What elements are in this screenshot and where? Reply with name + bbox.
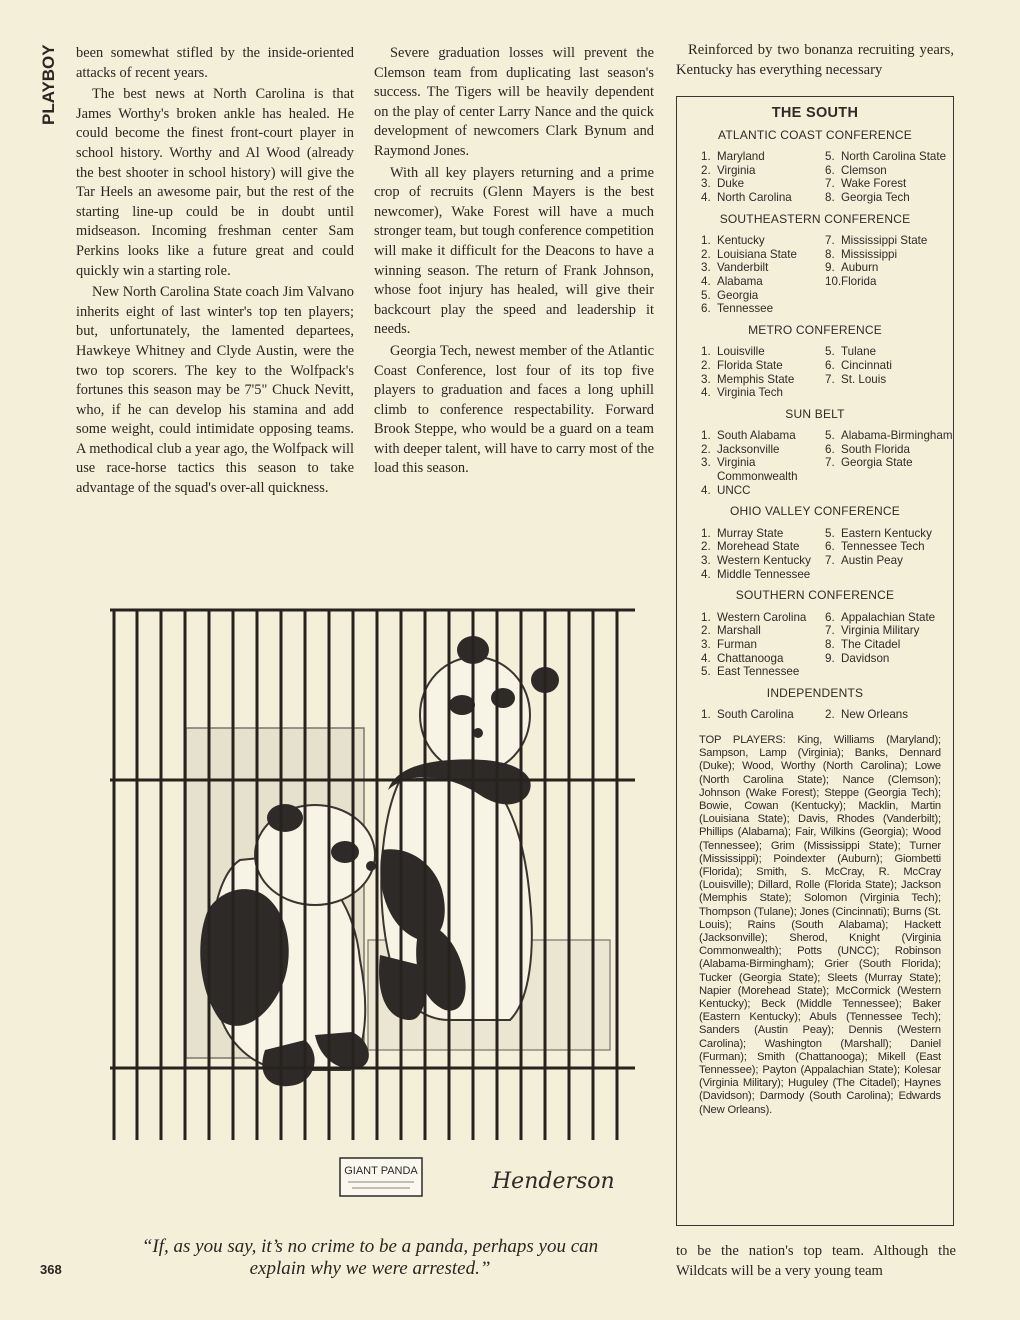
team-rank-item [701,540,825,554]
rank-number: 2. [701,442,711,456]
rank-number: 1. [701,345,711,359]
rank-number: 9. [825,651,835,665]
team-name: Vanderbilt [717,261,769,275]
team-list-right [825,611,955,679]
team-name: Furman [717,638,757,651]
team-name: Florida State [717,358,783,372]
team-name: Western Carolina [717,610,807,624]
rank-number: 2. [701,163,711,177]
team-rank-item [825,177,955,191]
rank-number: 4. [701,483,711,497]
team-rank-item [825,261,955,275]
rank-number: 6. [825,610,835,624]
team-list-left [701,429,825,497]
team-name: Marshall [717,624,761,638]
rank-number: 1. [701,708,711,722]
team-rank-item [701,386,825,400]
team-name: Virginia Commonwealth [717,456,798,484]
team-list-left [701,527,825,581]
rank-number: 2. [701,358,711,372]
team-name: South Alabama [717,429,796,443]
team-rank-item [825,527,955,541]
team-rank-item [701,611,825,625]
team-name: Georgia [717,288,759,302]
team-name: Louisville [717,345,765,359]
team-rank-item [701,527,825,541]
rank-number: 10. [825,274,842,288]
rank-number: 7. [825,554,835,568]
rank-number: 7. [825,372,835,386]
team-name: St. Louis [841,372,887,386]
team-rank-item [701,359,825,373]
rank-number: 1. [701,234,711,248]
team-rank-item [825,456,955,470]
team-name: Western Kentucky [717,554,811,568]
team-rank-item [701,275,825,289]
team-rank-item [701,261,825,275]
team-name: Clemson [841,163,887,177]
team-rank-item [825,443,955,457]
team-rank-item [825,708,955,722]
team-rank-item [825,540,955,554]
rank-number: 5. [825,150,835,164]
team-name: Mississippi [841,247,898,261]
team-rank-item [701,484,825,498]
rank-number: 3. [701,638,711,651]
team-rank-item [701,150,825,164]
article-paragraph: Reinforced by two bonanza recruiting years, Kentucky has everything necessary [676,42,954,78]
rank-number: 1. [701,526,711,540]
team-name: North Carolina State [841,150,947,164]
team-rank-item [825,554,955,568]
rank-number: 6. [825,163,835,177]
conference-section [677,505,953,581]
team-rank-item [701,456,825,483]
team-name: East Tennessee [717,665,800,679]
team-name: Florida [841,274,877,288]
team-name: Georgia State [841,456,913,470]
conference-section [677,687,953,722]
conference-section [677,408,953,498]
rank-number: 8. [825,638,835,651]
rank-number: 5. [825,526,835,540]
rank-number: 1. [701,150,711,164]
team-list-right [825,708,955,722]
team-list-left [701,150,825,204]
article-paragraph: With all key players returning and a prime crop of recruits (Glenn Mayers is the best newcomer), Wake Forest will have a much stronger team, but tough conference competition will make it difficult for the Deacons to have a winning season. The return of Frank Johnson, whose foot injury has healed, will give their backcourt play the speed and leadership it needs. [374,164,654,338]
team-name: South Florida [841,442,910,456]
rank-number: 5. [701,665,711,679]
team-name: Louisiana State [717,247,797,261]
team-name: South Carolina [717,708,794,722]
team-name: Tennessee Tech [841,540,925,554]
team-name: Mississippi State [841,234,928,248]
conference-title: METRO CONFERENCE [748,322,882,337]
cartoon-illustration [90,580,650,1220]
team-name: Maryland [717,150,765,164]
rank-number: 8. [825,247,835,261]
rank-number: 9. [825,261,835,275]
artist-signature: Henderson [492,1169,615,1194]
rank-number: 1. [701,610,711,624]
team-name: Kentucky [717,234,765,248]
rank-number: 4. [701,567,711,581]
rank-number: 4. [701,386,711,400]
team-list-left [701,234,825,316]
team-list-right [825,234,955,316]
team-name: North Carolina [717,190,792,204]
team-rank-item [701,289,825,303]
cartoon-caption: “If, as you say, it’s no crime to be a panda, perhaps you can explain why we were arrested.” [141,1236,599,1279]
article-paragraph: The best news at North Carolina is that James Worthy's broken ankle has healed. He could become the finest front-court player in school history. Worthy and Al Wood (already the best shooter in school history) will give the Tar Heels an awesome pair, but the rest of the starting line-up could be in doubt until midseason. Incoming freshman center Sam Perkins looks like a future great and could quickly win a starting role. [76,86,354,279]
conference-section [677,589,953,679]
team-name: Virginia [717,163,756,177]
team-name: Alabama [717,274,763,288]
rank-number: 2. [701,624,711,638]
rank-number: 2. [701,247,711,261]
rank-number: 6. [825,358,835,372]
team-name: Morehead State [717,540,800,554]
rank-number: 6. [825,540,835,554]
page-number: 368 [40,1262,62,1277]
team-name: Tulane [841,345,877,359]
team-rank-item [701,234,825,248]
sign-text: GIANT PANDA [344,1165,418,1177]
article-paragraph: been somewhat stifled by the inside-oriented attacks of recent years. [76,45,354,81]
team-name: Wake Forest [841,177,907,191]
team-name: Tennessee [717,302,774,316]
rank-number: 6. [825,442,835,456]
conference-title: SOUTHEASTERN CONFERENCE [719,211,911,226]
conference-section [677,324,953,400]
team-rank-item [701,554,825,568]
team-name: Austin Peay [841,554,903,568]
team-name: Auburn [841,261,879,275]
team-rank-item [825,652,955,666]
rank-number: 5. [825,429,835,443]
magazine-name: PLAYBOY [39,44,58,125]
team-rank-item [701,638,825,652]
team-rank-item [701,177,825,191]
team-rank-item [701,708,825,722]
team-name: Middle Tennessee [717,567,811,581]
rank-number: 1. [701,429,711,443]
team-name: Georgia Tech [841,190,910,204]
team-rank-item [825,359,955,373]
article-column-2 [374,44,654,479]
team-list-left [701,708,825,722]
team-name: UNCC [717,483,751,497]
conference-rankings-box [676,96,954,1226]
team-rank-item [701,443,825,457]
team-rank-item [825,638,955,652]
rank-number: 7. [825,234,835,248]
conference-title: SUN BELT [785,406,845,421]
team-name: Appalachian State [841,610,936,624]
article-column-3-top [676,40,954,80]
team-rank-item [701,624,825,638]
team-name: Murray State [717,526,784,540]
team-rank-item [701,652,825,666]
article-paragraph: Severe graduation losses will prevent the Clemson team from duplicating last season's success. The Tigers will be heavily dependent on the play of center Larry Nance and the quick development of newcomers Clark Bynum and Raymond Jones. [374,45,654,159]
rank-number: 3. [701,261,711,275]
team-rank-item [825,191,955,205]
team-rank-item [825,429,955,443]
rank-number: 4. [701,651,711,665]
team-rank-item [825,345,955,359]
article-column-1 [76,44,354,499]
rank-number: 6. [701,302,711,316]
rank-number: 3. [701,554,711,568]
conference-section [677,213,953,316]
rank-number: 7. [825,456,835,470]
conference-title: OHIO VALLEY CONFERENCE [730,504,900,519]
rank-number: 4. [701,190,711,204]
team-list-right [825,527,955,581]
team-name: Duke [717,177,745,191]
team-list-left [701,611,825,679]
team-name: Cincinnati [841,358,892,372]
rank-number: 4. [701,274,711,288]
team-rank-item [825,164,955,178]
box-title: THE SOUTH [771,105,859,121]
top-players: TOP PLAYERS: King, Williams (Maryland); Sampson, Lamp (Virginia); Banks, Dennard (Duke); Wood, Worthy (North Carolina); Lowe (North Carolina State); Nance (Clemson); Johnson (Wake Forest); Steppe (Georgia Tech); Bowie, Cowan (Kentucky); Macklin, Martin (Louisiana State); Davis, Rhodes (Vanderbilt); Phillips (Alabama); Fair, Wilkins (Georgia); Wood (Tennessee); Grim (Mississippi State); Turner (Mississippi); Poindexter (Auburn); Giombetti (Florida); Smith, S. McCray, R. McCray (Louisville); Dillard, Rolle (Florida State); Jackson (Memphis State); Solomon (Virginia Tech); Thompson (Tulane); Jones (Cincinnati); Burns (St. Louis); Rains (South Alabama); Hackett (Jacksonville); Sherod, Knight (Virginia Commonwealth); Potts (UNCC); Robinson (Alabama-Birmingham); Grier (South Florida); Tucker (Georgia State); Sleets (Murray State); Napier (Morehead State); McCormick (Western Kentucky); Beck (Middle Tennessee); Baker (Eastern Kentucky); Abuls (Tennessee Tech); Sanders (Austin Peay); Dennis (Western Carolina); Washington (Marshall); Daniel (Furman); Smith (Chattanooga); Mikell (East Tennessee); Payton (Appalachian State); Kolesar (Virginia Military); Huguley (The Citadel); Haynes (Davidson); Darmody (South Carolina); Edwards (New Orleans). [699,733,941,1116]
rank-number: 7. [825,177,835,191]
rank-number: 3. [701,372,711,386]
team-rank-item [825,234,955,248]
rank-number: 5. [701,288,711,302]
rank-number: 2. [825,708,835,722]
team-rank-item [825,373,955,387]
team-rank-item [825,150,955,164]
team-rank-item [825,275,955,289]
team-name: New Orleans [841,708,909,722]
team-rank-item [825,624,955,638]
rank-number: 5. [825,345,835,359]
team-name: Jacksonville [717,442,780,456]
rank-number: 2. [701,540,711,554]
panda-cartoon [90,580,650,1220]
article-paragraph: Georgia Tech, newest member of the Atlantic Coast Conference, lost four of its top five players to graduation and faces a long uphill climb to conference respectability. Forward Brook Steppe, who would be a guard on a team with deeper talent, will have to carry most of the load this season. [374,342,654,477]
team-name: Chattanooga [717,651,784,665]
rank-number: 3. [701,177,711,191]
team-rank-item [701,345,825,359]
team-name: The Citadel [841,638,901,651]
article-paragraph: to be the nation's top team. Although the Wildcats will be a very young team [676,1243,956,1279]
team-list-right [825,150,955,204]
team-rank-item [701,248,825,262]
conference-title: ATLANTIC COAST CONFERENCE [718,127,912,142]
conference-title: INDEPENDENTS [766,685,864,700]
conference-list [677,129,953,722]
team-rank-item [701,665,825,679]
team-name: Davidson [841,651,890,665]
team-rank-item [701,429,825,443]
rank-number: 3. [701,456,711,470]
giant-panda-sign [340,1158,422,1196]
team-list-right [825,345,955,399]
rank-number: 7. [825,624,835,638]
team-rank-item [825,611,955,625]
team-rank-item [701,164,825,178]
team-rank-item [825,248,955,262]
article-paragraph: New North Carolina State coach Jim Valvano inherits eight of last winter's top ten players; but, unfortunately, the lamented departees, Hawkeye Whitney and Clyde Austin, were the two top scorers. The key to the Wolfpack's fortunes this season may be 7'5" Chuck Nevitt, who, if he can develop his stamina and add some weight, could intimidate opposing teams. A methodical club a year ago, the Wolfpack will use race-horse tactics this season to take advantage of the squad's over-all quickness. [76,284,354,497]
team-name: Virginia Military [841,624,920,638]
rank-number: 8. [825,190,835,204]
team-name: Alabama-Birmingham [841,429,953,443]
team-list-right [825,429,955,497]
team-rank-item [701,373,825,387]
article-column-3-bottom [676,1242,956,1281]
team-name: Virginia Tech [717,386,783,400]
team-rank-item [701,191,825,205]
conference-title: SOUTHERN CONFERENCE [735,588,895,603]
team-name: Memphis State [717,372,795,386]
team-list-left [701,345,825,399]
team-rank-item [701,302,825,316]
team-rank-item [701,568,825,582]
team-name: Eastern Kentucky [841,526,932,540]
conference-section [677,129,953,205]
